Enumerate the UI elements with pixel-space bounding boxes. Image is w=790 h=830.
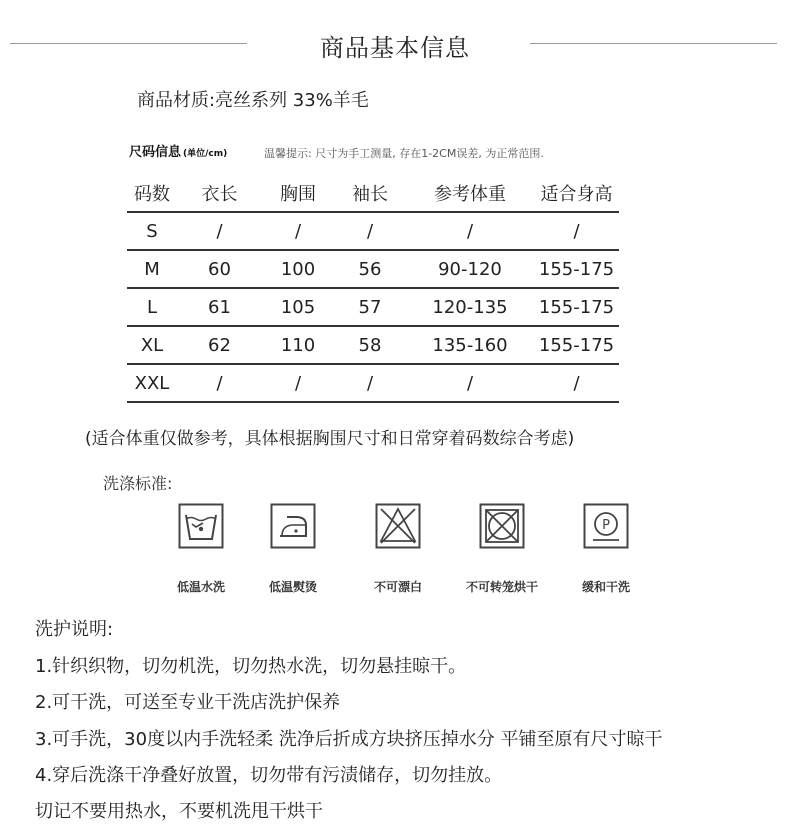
table-cell: 60 bbox=[208, 258, 231, 280]
table-cell: 155-175 bbox=[538, 296, 615, 318]
care-line: 2.可干洗，可送至专业干洗店洗护保养 bbox=[35, 692, 341, 713]
no-bleach-icon bbox=[375, 503, 421, 549]
table-cell: L bbox=[146, 296, 158, 318]
table-cell: / bbox=[466, 220, 474, 242]
table-cell: / bbox=[216, 372, 223, 394]
table-cell: / bbox=[366, 220, 374, 242]
wash-title: 洗涤标准: bbox=[103, 474, 173, 493]
table-cell: 90-120 bbox=[438, 258, 502, 280]
table-cell: S bbox=[146, 220, 158, 242]
size-table-header-row bbox=[127, 175, 619, 212]
dry-clean-label: 缓和干洗 bbox=[581, 580, 630, 594]
bleach-label: 不可漂白 bbox=[373, 580, 422, 594]
size-info-unit: (单位/cm) bbox=[183, 149, 228, 159]
table-cell: / bbox=[294, 372, 302, 394]
table-cell: 155-175 bbox=[538, 258, 615, 280]
table-cell: 155-175 bbox=[538, 334, 615, 356]
wash-label: 低温水洗 bbox=[176, 580, 225, 594]
table-cell: 58 bbox=[358, 334, 382, 356]
no-tumble-dry-icon bbox=[479, 503, 525, 549]
table-cell: 57 bbox=[358, 296, 382, 318]
table-cell: / bbox=[366, 372, 374, 394]
gentle-dry-clean-icon bbox=[583, 503, 629, 549]
page-title: 商品基本信息 bbox=[320, 34, 470, 62]
size-info-label: 尺码信息 bbox=[129, 145, 182, 160]
svg-text:P: P bbox=[602, 518, 610, 533]
table-cell: 62 bbox=[208, 334, 231, 356]
size-table-header: 袖长 bbox=[352, 184, 388, 205]
table-row bbox=[127, 364, 619, 402]
care-line: 3.可手洗，30度以内手洗轻柔 洗净后折成方块挤压掉水分 平铺至原有尺寸晾干 bbox=[35, 729, 663, 750]
table-row bbox=[127, 326, 619, 364]
size-note: (适合体重仅做参考，具体根据胸围尺寸和日常穿着码数综合考虑) bbox=[85, 429, 575, 449]
tumble-dry-label: 不可转笼烘干 bbox=[465, 580, 538, 594]
table-cell: 56 bbox=[358, 258, 382, 280]
table-cell: / bbox=[294, 220, 302, 242]
table-cell: 61 bbox=[208, 296, 231, 318]
table-cell: 105 bbox=[280, 296, 316, 318]
low-temp-iron-icon bbox=[270, 503, 316, 549]
material-text: 商品材质:亮丝系列 33%羊毛 bbox=[137, 90, 369, 111]
table-cell: / bbox=[466, 372, 474, 394]
table-cell: XL bbox=[140, 334, 164, 356]
size-table-header: 参考体重 bbox=[434, 184, 506, 205]
table-cell: XXL bbox=[134, 372, 170, 394]
table-cell: / bbox=[216, 220, 223, 242]
size-table bbox=[127, 175, 619, 403]
table-cell: / bbox=[573, 372, 580, 394]
table-cell: 100 bbox=[280, 258, 316, 280]
size-table-header: 衣长 bbox=[201, 184, 238, 205]
care-footer: 切记不要用热水，不要机洗甩干烘干 bbox=[35, 801, 323, 822]
table-cell: / bbox=[573, 220, 580, 242]
care-line: 1.针织织物，切勿机洗，切勿热水洗，切勿悬挂晾干。 bbox=[35, 656, 467, 677]
size-table-header: 适合身高 bbox=[540, 184, 613, 205]
care-line: 4.穿后洗涤干净叠好放置，切勿带有污渍储存，切勿挂放。 bbox=[35, 765, 503, 786]
low-temp-wash-icon bbox=[178, 503, 224, 549]
table-row bbox=[127, 250, 619, 288]
size-tip: 温馨提示: 尺寸为手工测量, 存在1-2CM误差, 为正常范围. bbox=[264, 147, 544, 160]
table-row bbox=[127, 288, 619, 326]
table-row bbox=[127, 212, 619, 250]
size-table-header: 胸围 bbox=[280, 184, 316, 205]
table-cell: 110 bbox=[280, 334, 316, 356]
size-info-heading bbox=[129, 141, 227, 160]
table-cell: 135-160 bbox=[432, 334, 508, 356]
iron-label: 低温熨烫 bbox=[268, 580, 317, 594]
size-table-header: 码数 bbox=[134, 184, 170, 205]
care-title: 洗护说明: bbox=[35, 619, 114, 640]
table-cell: 120-135 bbox=[432, 296, 508, 318]
table-cell: M bbox=[144, 258, 160, 280]
